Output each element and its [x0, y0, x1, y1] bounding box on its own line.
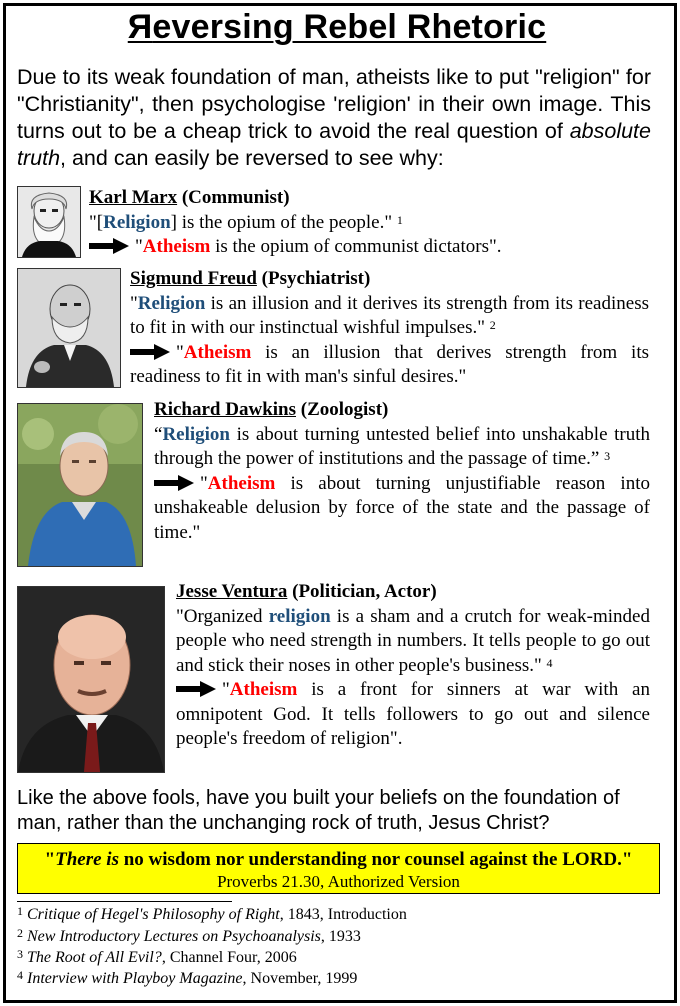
- bible-verse-box: "There is no wisdom nor understanding nor counsel against the LORD." Proverbs 21.30, Authorized Version: [17, 843, 660, 894]
- closing-paragraph: Like the above fools, have you built your beliefs on the foundation of man, rather than the unchanging rock of truth, Jesus Christ?: [17, 787, 620, 834]
- jesse-ventura-photo: [17, 586, 165, 773]
- footnote-1: $^1$ Critique of Hegel's Philosophy of Right, 1843, Introduction: [17, 904, 407, 923]
- ventura-name: Jesse Ventura: [176, 581, 288, 602]
- right-arrow-icon: [154, 475, 194, 491]
- footnote-3: $^3$ The Root of All Evil?, Channel Four, 2006: [17, 947, 297, 966]
- marx-quote-block: Karl Marx (Communist) "[Religion] is the opium of the people." $^1$ "Atheism is the opium of communist dictators".: [89, 187, 502, 257]
- ventura-quote-block: Jesse Ventura (Politician, Actor) "Organized religion is a sham and a crutch for weak-minded people who need strength in numbers. It tells people to go out and stick their noses in other people's business." $^4$ "Atheism is a front for sinners at war with an omnipotent God. It tells followers to go out and silence people's freedom of religion".: [176, 581, 650, 749]
- footnote-2: $^2$ New Introductory Lectures on Psychoanalysis, 1933: [17, 926, 361, 945]
- verse-source: Proverbs 21.30, Authorized Version: [217, 872, 460, 891]
- right-arrow-icon: [89, 238, 129, 254]
- intro-paragraph: Due to its weak foundation of man, atheists like to put "religion" for "Christianity", then psychologise 'religion' in their own image. This turns out to be a cheap trick to avoid the real question of absolute truth, and can easily be reversed to see why:: [17, 65, 651, 170]
- richard-dawkins-photo: [17, 403, 143, 567]
- right-arrow-icon: [176, 681, 216, 697]
- marx-name: Karl Marx: [89, 187, 178, 208]
- page-title: Яeversing Rebel Rhetoric: [127, 8, 547, 46]
- karl-marx-photo: [17, 186, 81, 258]
- dawkins-quote-block: Richard Dawkins (Zoologist) “Religion is about turning untested belief into unshakable truth through the power of institutions and the passage of time.” $^3$ "Atheism is about turning unjustifiable reason into unshakeable delusion by force of the state and the passage of time.": [154, 399, 650, 543]
- right-arrow-icon: [130, 344, 170, 360]
- freud-name: Sigmund Freud: [130, 268, 257, 289]
- dawkins-name: Richard Dawkins: [154, 399, 296, 420]
- freud-quote-block: Sigmund Freud (Psychiatrist) "Religion is an illusion and it derives its strength from its readiness to fit in with our instinctual wishful impulses." $^2$ "Atheism is an illusion that derives strength from its readiness to fit in with man's sinful desires.": [130, 268, 649, 387]
- sigmund-freud-photo: [17, 268, 121, 388]
- footnote-divider: [17, 901, 232, 902]
- footnote-4: $^4$ Interview with Playboy Magazine, November, 1999: [17, 968, 358, 987]
